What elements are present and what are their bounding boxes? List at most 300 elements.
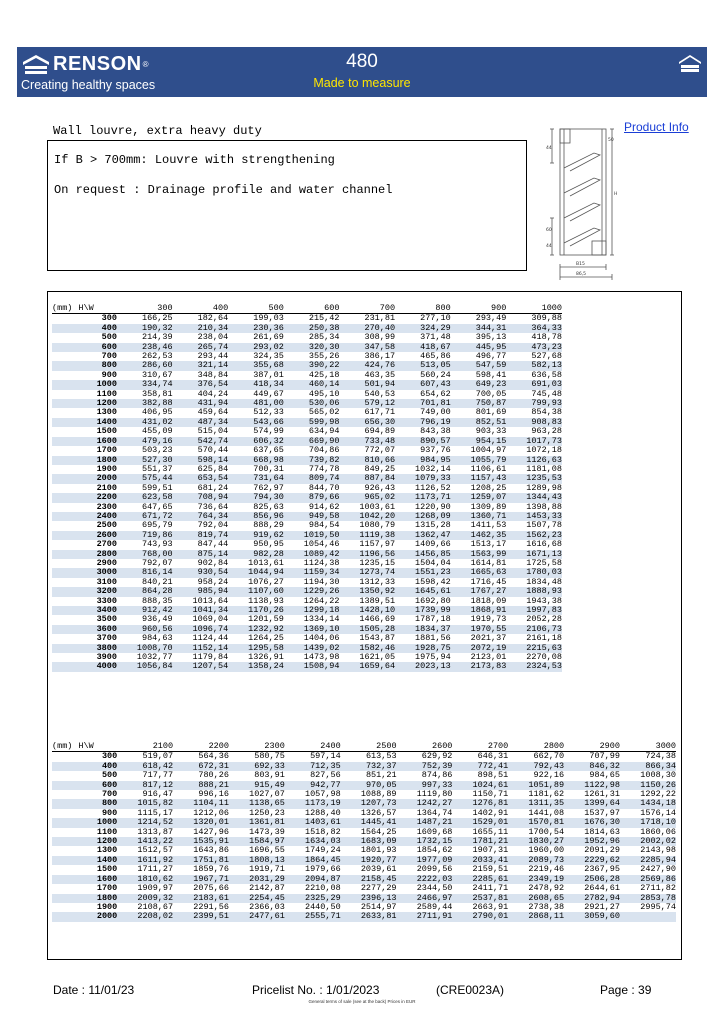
height-label: 700: [101, 351, 117, 362]
price-cell: 293,44: [197, 351, 229, 362]
price-cell: 695,79: [141, 520, 173, 531]
price-cell: 629,92: [421, 751, 453, 762]
price-cell: 1079,33: [395, 474, 451, 483]
price-cell: 984,65: [589, 770, 620, 781]
price-cell: 418,34: [228, 380, 284, 389]
price-cell: 324,35: [253, 351, 284, 362]
price-cell: 1212,06: [193, 807, 229, 818]
price-cell: 371,48: [420, 332, 451, 343]
price-cell: 792,04: [197, 520, 229, 531]
price-cell: 285,34: [308, 332, 340, 343]
price-cell: 1970,55: [451, 625, 507, 634]
price-cell: 965,02: [339, 493, 395, 502]
price-cell: 1360,71: [451, 512, 507, 521]
price-cell: 866,34: [620, 762, 676, 771]
height-label: 300: [101, 751, 118, 762]
price-cell: 1767,27: [451, 587, 507, 596]
price-cell: 2349,19: [508, 875, 564, 884]
price-cell: 2161,18: [526, 633, 562, 644]
price-cell: 199,03: [253, 313, 284, 324]
price-table-widths-2100-3000: [52, 742, 676, 922]
unit-label: (mm): [52, 741, 73, 751]
product-info-link[interactable]: Product Info: [624, 120, 689, 134]
price-cell: 1920,77: [341, 856, 397, 865]
price-cell: 1138,93: [248, 595, 284, 606]
price-cell: 854,38: [531, 407, 562, 418]
price-cell: 1643,86: [193, 845, 229, 856]
price-cell: 1003,61: [359, 501, 396, 512]
price-cell: 1834,48: [526, 576, 562, 587]
price-cell: 1512,57: [137, 845, 174, 856]
price-cell: 936,49: [141, 614, 173, 625]
price-cell: 1960,00: [528, 845, 565, 856]
price-cell: 599,98: [284, 418, 340, 427]
price-cell: 2159,51: [472, 864, 509, 875]
price-cell: 2002,02: [620, 837, 676, 846]
price-cell: 2052,28: [526, 614, 562, 625]
price-cell: 1004,97: [470, 445, 507, 456]
price-cell: 752,39: [397, 762, 453, 771]
price-cell: 937,76: [420, 445, 451, 456]
price-cell: 1919,71: [249, 864, 285, 875]
price-cell: 1362,47: [395, 531, 451, 540]
price-cell: 382,88: [117, 399, 173, 408]
width-header: 400: [173, 304, 229, 314]
price-cell: 418,67: [395, 343, 451, 352]
price-cell: 996,16: [198, 789, 229, 800]
width-header: 2900: [564, 742, 620, 752]
price-cell: 809,74: [284, 474, 340, 483]
price-cell: 2270,08: [526, 652, 562, 663]
price-cell: 1543,87: [359, 633, 396, 644]
height-label: 1800: [52, 894, 117, 903]
price-cell: 309,88: [531, 313, 562, 324]
price-cell: 1473,39: [249, 826, 285, 837]
price-cell: 238,04: [197, 332, 229, 343]
price-cell: 215,42: [308, 313, 340, 324]
price-cell: 231,81: [364, 313, 396, 324]
price-cell: 265,74: [173, 343, 229, 352]
table-row: [52, 662, 562, 671]
price-cell: 1364,74: [416, 807, 453, 818]
price-cell: 1445,41: [341, 818, 397, 827]
price-cell: 1309,89: [470, 501, 507, 512]
price-cell: 1665,63: [451, 568, 507, 577]
height-label: 3100: [96, 576, 117, 587]
price-cell: 963,28: [531, 426, 562, 437]
price-cell: 376,54: [173, 380, 229, 389]
price-cell: 2023,13: [395, 662, 451, 671]
price-cell: 574,99: [253, 426, 284, 437]
price-cell: 2466,97: [397, 894, 453, 903]
price-cell: 1864,45: [285, 856, 341, 865]
price-cell: 691,03: [506, 380, 562, 389]
price-cell: 1119,38: [339, 531, 395, 540]
price-cell: 459,64: [197, 407, 229, 418]
height-label: 4000: [52, 662, 117, 671]
price-cell: 570,44: [197, 445, 229, 456]
height-label: 1500: [96, 864, 118, 875]
price-cell: 479,16: [117, 437, 173, 446]
price-cell: 1749,24: [304, 845, 341, 856]
price-cell: 954,15: [451, 437, 507, 446]
price-cell: 731,64: [228, 474, 284, 483]
price-cell: 888,21: [173, 781, 229, 790]
price-cell: 796,19: [395, 418, 451, 427]
price-table-box: [47, 291, 682, 960]
price-cell: 1570,81: [508, 818, 564, 827]
price-cell: 355,26: [308, 351, 340, 362]
price-cell: 1214,52: [117, 818, 173, 827]
price-cell: 1008,30: [640, 770, 676, 781]
price-cell: 1781,21: [452, 837, 508, 846]
price-cell: 1810,62: [117, 875, 173, 884]
height-label: 3900: [96, 652, 117, 663]
axes-label: H\W: [78, 741, 94, 751]
price-cell: 1808,13: [229, 856, 285, 865]
price-cell: 1229,26: [284, 587, 340, 596]
price-cell: 1462,35: [451, 531, 507, 540]
height-label: 1600: [52, 875, 117, 884]
width-header: 2600: [397, 742, 453, 752]
price-cell: 250,38: [284, 324, 340, 333]
price-cell: 1671,13: [506, 550, 562, 559]
price-cell: 501,94: [339, 380, 395, 389]
price-cell: 898,51: [477, 770, 509, 781]
price-cell: 916,47: [142, 789, 174, 800]
price-cell: 1507,78: [526, 520, 562, 531]
price-cell: 387,01: [253, 369, 284, 380]
price-cell: 1582,46: [339, 644, 395, 653]
height-label: 400: [52, 762, 117, 771]
price-cell: 1261,31: [584, 789, 620, 800]
price-cell: 582,13: [506, 361, 562, 370]
price-cell: 984,63: [141, 633, 173, 644]
price-cell: 607,43: [395, 380, 451, 389]
price-cell: 888,35: [141, 595, 173, 606]
price-cell: 527,68: [531, 351, 562, 362]
height-label: 1500: [96, 426, 117, 437]
price-cell: 1057,98: [304, 789, 341, 800]
price-cell: 1997,83: [506, 606, 562, 615]
price-cell: 1398,88: [526, 501, 562, 512]
price-cell: 1054,46: [303, 539, 340, 550]
price-cell: 914,62: [308, 501, 340, 512]
price-cell: 1069,04: [192, 614, 229, 625]
price-cell: 949,58: [284, 512, 340, 521]
price-cell: 1138,65: [229, 799, 285, 808]
price-cell: 707,99: [589, 751, 620, 762]
price-cell: 982,28: [228, 550, 284, 559]
price-cell: 847,44: [197, 539, 229, 550]
price-cell: 1181,08: [526, 463, 562, 474]
price-cell: 1634,03: [285, 837, 341, 846]
price-cell: 1106,61: [470, 463, 507, 474]
price-cell: 656,30: [339, 418, 395, 427]
price-cell: 348,84: [197, 369, 229, 380]
price-cell: 736,64: [197, 501, 229, 512]
price-cell: 1013,64: [192, 595, 229, 606]
height-label: 1800: [52, 456, 117, 465]
price-cell: 2285,94: [620, 856, 676, 865]
price-cell: 840,21: [141, 576, 173, 587]
height-label: 900: [101, 369, 117, 380]
price-cell: 2427,90: [640, 864, 676, 875]
price-cell: 792,07: [141, 557, 173, 568]
price-cell: 1276,81: [452, 799, 508, 808]
price-cell: 1551,23: [395, 568, 451, 577]
price-cell: 2099,56: [416, 864, 453, 875]
drawing-label-44-top: 44: [546, 146, 552, 151]
price-cell: 481,00: [228, 399, 284, 408]
price-cell: 190,32: [117, 324, 173, 333]
price-cell: 2738,38: [528, 901, 565, 912]
price-cell: 1928,75: [395, 644, 451, 653]
price-cell: 942,77: [285, 781, 341, 790]
height-label: 1700: [96, 883, 118, 894]
price-cell: 618,42: [117, 762, 173, 771]
price-cell: 2790,01: [452, 912, 508, 921]
price-cell: 743,93: [141, 539, 173, 550]
price-cell: 1056,84: [117, 662, 173, 671]
price-cell: 844,70: [308, 482, 340, 493]
price-cell: 515,04: [197, 426, 229, 437]
price-cell: 745,48: [531, 388, 562, 399]
price-cell: 1466,69: [359, 614, 396, 625]
price-cell: 551,37: [141, 463, 173, 474]
price-cell: 424,76: [339, 361, 395, 370]
price-cell: 646,31: [477, 751, 509, 762]
price-cell: 1268,09: [395, 512, 451, 521]
height-label: 3700: [96, 633, 117, 644]
footer-page-number: Page : 39: [600, 983, 652, 997]
price-cell: 1051,89: [508, 781, 564, 790]
price-cell: 669,90: [284, 437, 340, 446]
height-label: 1100: [96, 388, 117, 399]
price-cell: 1017,73: [506, 437, 562, 446]
price-cell: 2123,01: [470, 652, 507, 663]
price-cell: 1584,97: [229, 837, 285, 846]
price-cell: 2106,73: [506, 625, 562, 634]
price-cell: 704,86: [308, 445, 340, 456]
price-cell: 958,24: [197, 576, 229, 587]
price-cell: 2075,66: [193, 883, 229, 894]
price-cell: 1273,74: [339, 568, 395, 577]
height-label: 1200: [52, 837, 117, 846]
height-label: 2000: [52, 912, 117, 921]
price-cell: 1859,76: [193, 864, 229, 875]
height-label: 1600: [52, 437, 117, 446]
price-cell: 700,31: [253, 463, 284, 474]
price-cell: 1428,10: [339, 606, 395, 615]
price-cell: 919,62: [228, 531, 284, 540]
height-label: 1400: [52, 856, 117, 865]
price-cell: 1692,80: [415, 595, 451, 606]
home-icon[interactable]: [678, 53, 702, 73]
table-corner-label: [52, 304, 117, 314]
price-cell: 2555,71: [285, 912, 341, 921]
height-label: 3800: [52, 644, 117, 653]
price-cell: 1868,91: [451, 606, 507, 615]
product-title: Wall louvre, extra heavy duty: [53, 124, 262, 138]
price-cell: 1676,30: [564, 818, 620, 827]
price-cell: 1194,30: [303, 576, 340, 587]
price-cell: 606,32: [228, 437, 284, 446]
price-cell: 1369,10: [284, 625, 340, 634]
table-header-row: [52, 742, 676, 752]
price-cell: 2291,56: [193, 901, 229, 912]
price-cell: 1977,09: [397, 856, 453, 865]
price-cell: 803,91: [254, 770, 285, 781]
price-cell: 1611,92: [117, 856, 173, 865]
price-cell: 750,87: [451, 399, 507, 408]
price-cell: 334,74: [117, 380, 173, 389]
price-cell: 390,22: [284, 361, 340, 370]
width-header: 2400: [285, 742, 341, 752]
height-label: 800: [52, 799, 117, 808]
price-cell: 460,14: [284, 380, 340, 389]
price-cell: 724,38: [645, 751, 676, 762]
price-cell: 1732,15: [397, 837, 453, 846]
price-cell: 637,65: [253, 445, 284, 456]
price-cell: 1535,91: [173, 837, 229, 846]
price-cell: 2143,98: [640, 845, 676, 856]
price-cell: 772,07: [364, 445, 396, 456]
price-cell: 653,54: [173, 474, 229, 483]
price-cell: 1907,31: [472, 845, 509, 856]
price-cell: 903,33: [475, 426, 507, 437]
price-cell: 1487,21: [397, 818, 453, 827]
price-cell: 1518,82: [304, 826, 341, 837]
price-cell: 1088,89: [360, 789, 397, 800]
price-cell: 1107,60: [228, 587, 284, 596]
price-cell: 915,49: [229, 781, 285, 790]
price-cell: 530,06: [284, 399, 340, 408]
price-cell: 2853,78: [620, 894, 676, 903]
price-cell: 817,12: [117, 781, 173, 790]
price-cell: 970,05: [341, 781, 397, 790]
price-cell: 210,34: [173, 324, 229, 333]
price-cell: 874,86: [421, 770, 453, 781]
height-label: 1700: [96, 445, 117, 456]
price-cell: 2033,41: [452, 856, 508, 865]
notes-box: [47, 140, 527, 271]
price-cell: 560,24: [420, 369, 451, 380]
price-cell: 1725,58: [526, 557, 562, 568]
height-label: 900: [101, 807, 118, 818]
price-cell: 579,12: [339, 399, 395, 408]
price-cell: 540,53: [364, 388, 396, 399]
price-cell: 792,43: [508, 762, 564, 771]
price-cell: 1801,93: [360, 845, 397, 856]
price-cell: 1456,85: [395, 550, 451, 559]
price-cell: 1563,99: [451, 550, 507, 559]
price-cell: 1453,33: [506, 512, 562, 521]
price-cell: 2183,61: [173, 894, 229, 903]
price-cell: 694,89: [364, 426, 396, 437]
price-cell: 1201,59: [248, 614, 284, 625]
price-cell: 364,33: [506, 324, 562, 333]
price-cell: 293,02: [228, 343, 284, 352]
price-cell: 321,14: [173, 361, 229, 370]
price-cell: 1614,81: [470, 557, 507, 568]
price-cell: 214,39: [141, 332, 173, 343]
price-cell: 1264,22: [303, 595, 340, 606]
height-label: 1200: [52, 399, 117, 408]
price-cell: 1264,25: [248, 633, 284, 644]
price-cell: 1881,56: [415, 633, 451, 644]
price-cell: 2173,83: [451, 662, 507, 671]
price-cell: 672,31: [173, 762, 229, 771]
price-cell: 598,14: [173, 456, 229, 465]
price-cell: 431,02: [117, 418, 173, 427]
price-cell: 1096,74: [173, 625, 229, 634]
price-cell: [620, 912, 676, 921]
price-cell: 2254,45: [229, 894, 285, 903]
price-cell: 487,34: [173, 418, 229, 427]
height-label: 700: [101, 789, 118, 800]
price-cell: 1041,34: [173, 606, 229, 615]
price-cell: 2506,28: [564, 875, 620, 884]
height-label: 500: [101, 332, 117, 343]
price-cell: 1358,24: [228, 662, 284, 671]
price-cell: 794,30: [228, 493, 284, 502]
height-label: 400: [52, 324, 117, 333]
width-header: 600: [284, 304, 340, 314]
price-cell: 1295,58: [228, 644, 284, 653]
price-cell: 1952,96: [564, 837, 620, 846]
price-cell: 277,10: [420, 313, 451, 324]
height-label: 2000: [52, 474, 117, 483]
price-cell: 286,60: [117, 361, 173, 370]
price-cell: 418,78: [531, 332, 562, 343]
price-cell: 2210,08: [304, 883, 341, 894]
price-cell: 1399,64: [564, 799, 620, 808]
price-cell: 1292,22: [640, 789, 676, 800]
price-cell: 1513,17: [470, 539, 507, 550]
price-cell: 1389,51: [359, 595, 396, 606]
price-cell: 1313,87: [137, 826, 174, 837]
price-cell: 1259,07: [451, 493, 507, 502]
price-cell: 647,65: [141, 501, 173, 512]
price-cell: 1473,98: [303, 652, 340, 663]
price-cell: 1334,14: [303, 614, 340, 625]
price-cell: 262,53: [141, 351, 173, 362]
price-cell: 810,66: [339, 456, 395, 465]
price-cell: 182,64: [197, 313, 229, 324]
price-cell: 2411,71: [472, 883, 509, 894]
price-cell: 2477,61: [229, 912, 285, 921]
width-header: 800: [395, 304, 451, 314]
price-cell: 1645,61: [395, 587, 451, 596]
price-cell: 1013,61: [248, 557, 284, 568]
height-label: 2400: [52, 512, 117, 521]
unit-label: (mm): [52, 303, 73, 313]
price-cell: 1909,97: [137, 883, 174, 894]
width-header: 700: [339, 304, 395, 314]
height-label: 600: [52, 343, 117, 352]
price-cell: 733,48: [339, 437, 395, 446]
price-cell: 527,30: [117, 456, 173, 465]
price-cell: 1235,53: [506, 474, 562, 483]
price-cell: 386,17: [364, 351, 396, 362]
price-cell: 2514,97: [360, 901, 397, 912]
price-cell: 1403,61: [285, 818, 341, 827]
price-cell: 1015,82: [117, 799, 173, 808]
height-label: 2100: [96, 482, 117, 493]
price-cell: 1250,23: [249, 807, 285, 818]
price-cell: 1150,71: [472, 789, 509, 800]
